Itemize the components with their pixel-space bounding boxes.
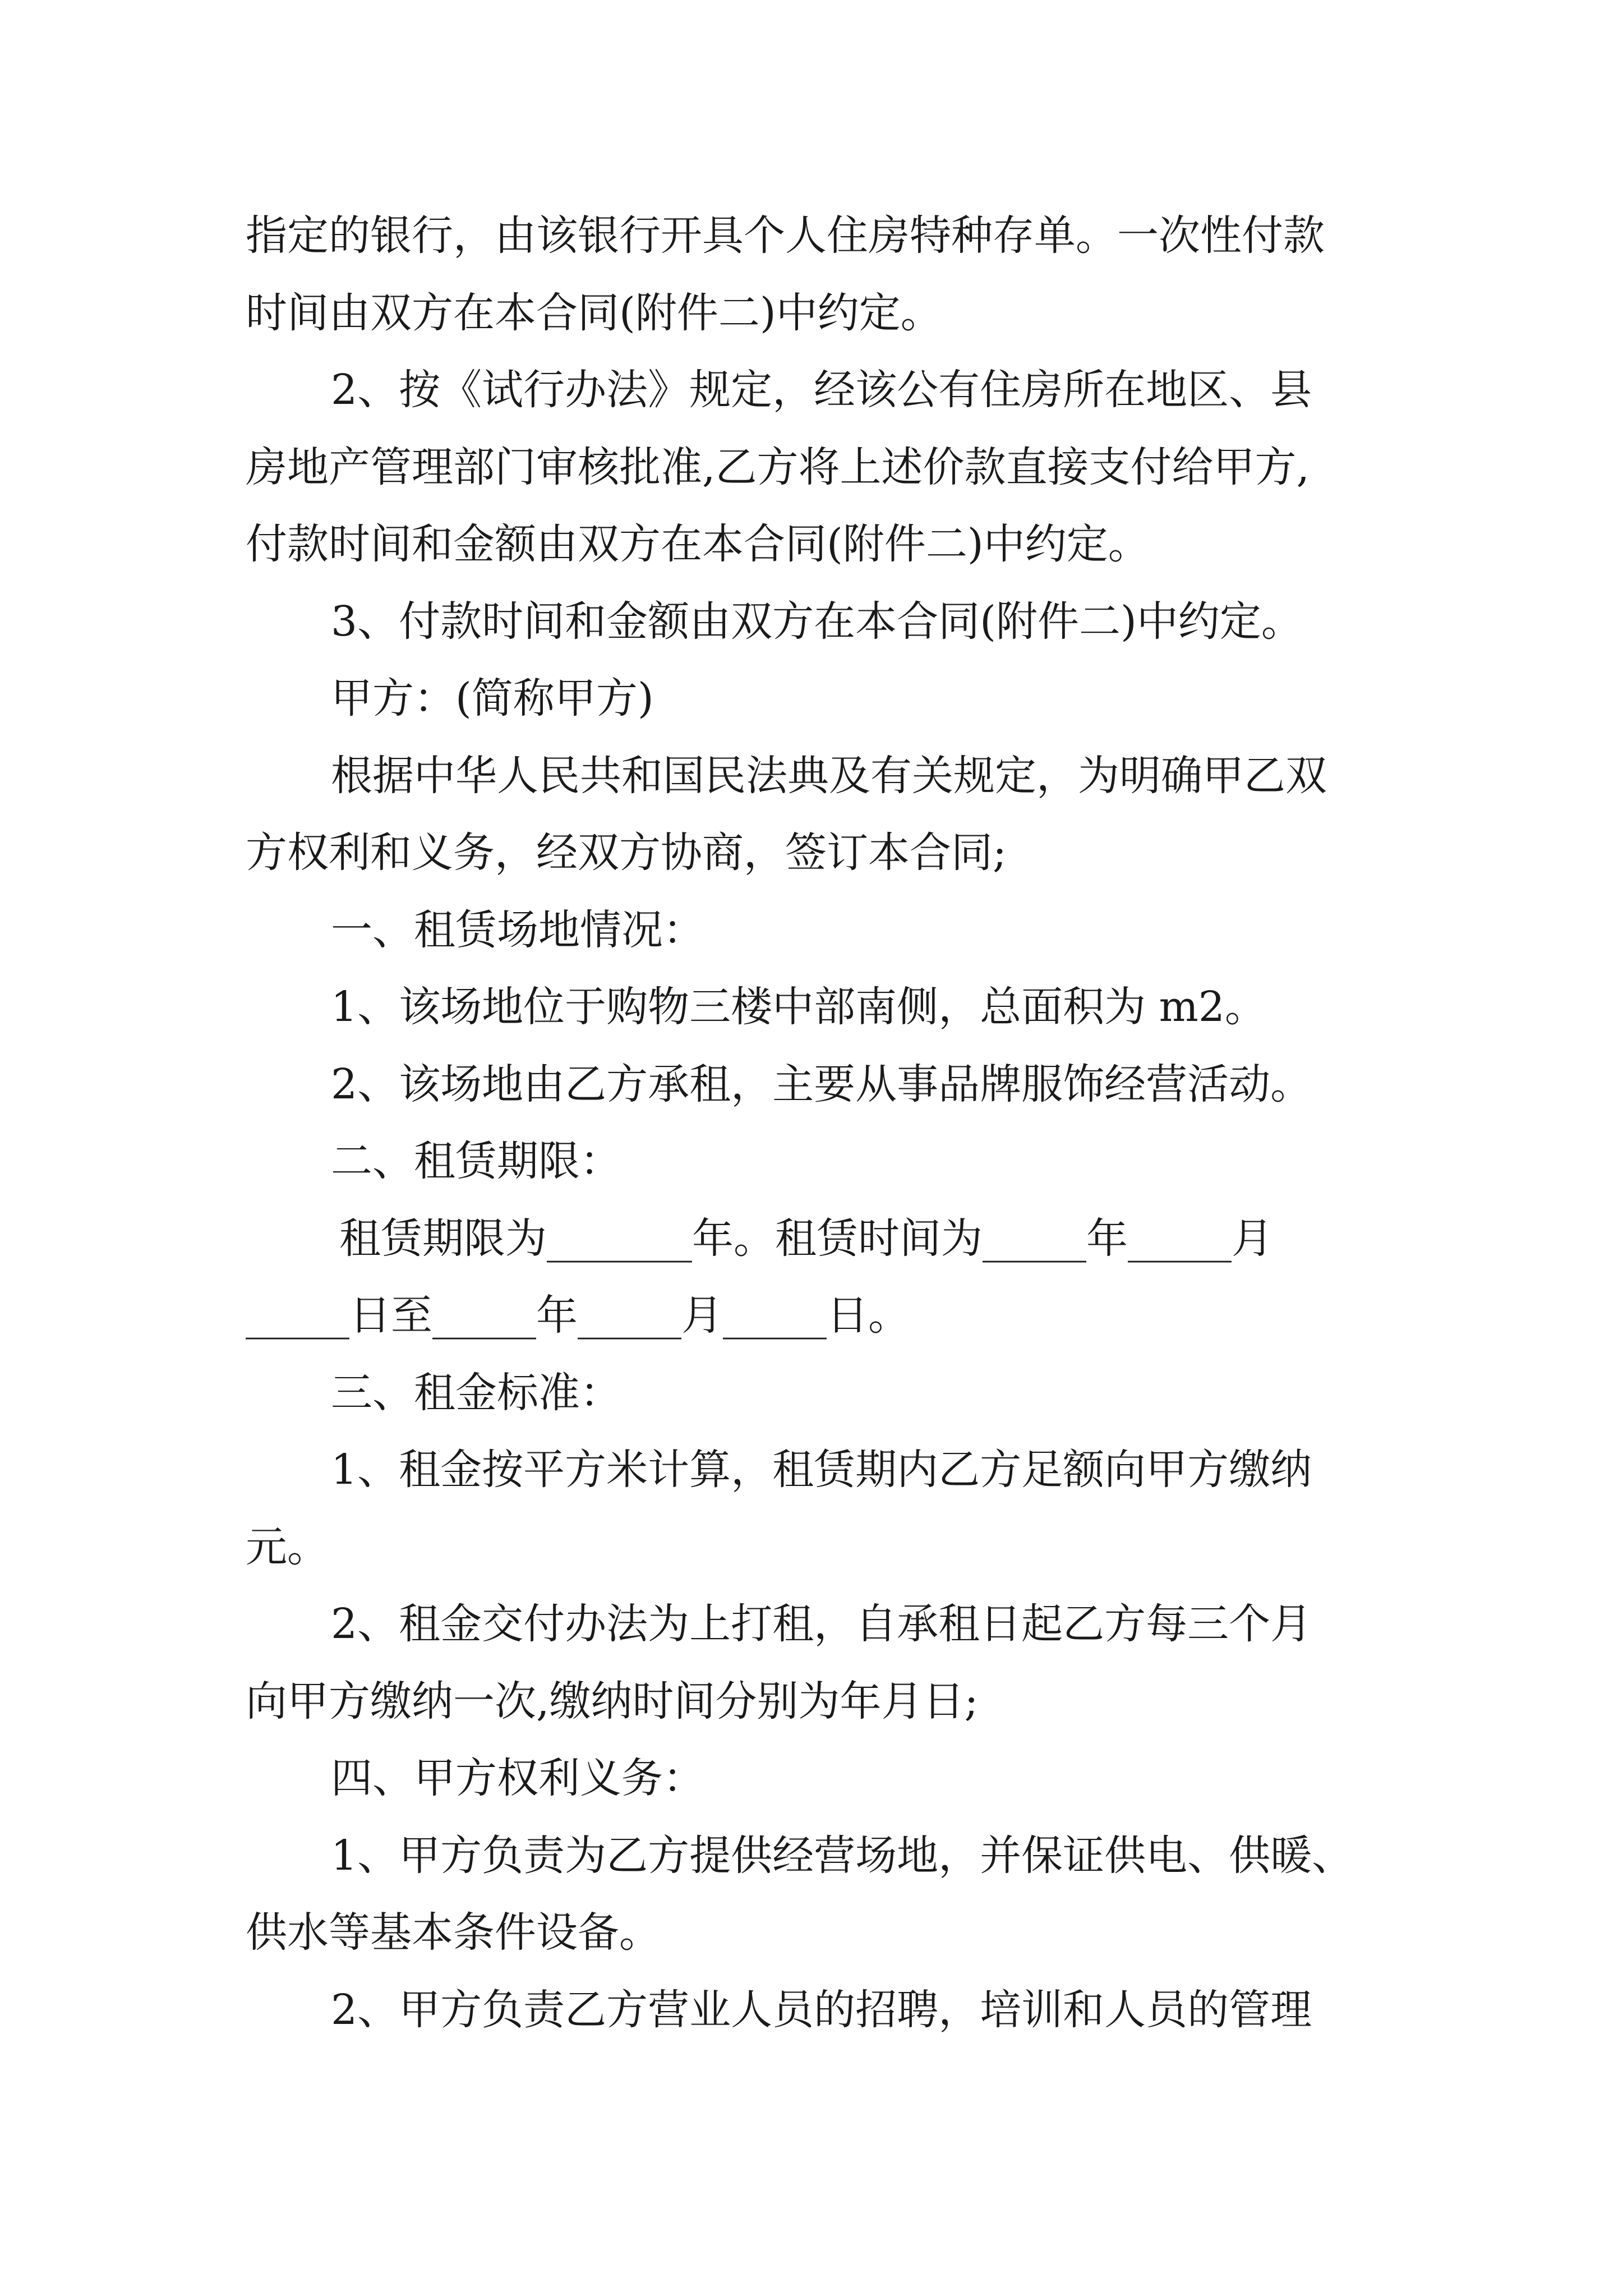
- text-line: 二、租赁期限：: [331, 1137, 621, 1185]
- text-line: 四、甲方权利义务：: [331, 1754, 704, 1802]
- text-line: 3、付款时间和金额由双方在本合同(附件二)中约定。: [331, 597, 1303, 646]
- text-line: 付款时间和金额由双方在本合同(附件二)中约定。: [246, 520, 1150, 568]
- text-line: 2、该场地由乙方承租，主要从事品牌服饰经营活动。: [331, 1060, 1312, 1108]
- text-line: 供水等基本条件设备。: [246, 1908, 661, 1957]
- text-line: _____日至_____年_____月_____日。: [246, 1291, 910, 1340]
- text-line: 房地产管理部门审核批准,乙方将上述价款直接支付给甲方,: [246, 443, 1310, 491]
- text-line: 2、租金交付办法为上打租，自承租日起乙方每三个月: [331, 1600, 1312, 1648]
- text-line: 指定的银行，由该银行开具个人住房特种存单。一次性付款: [246, 211, 1325, 260]
- text-line: 2、甲方负责乙方营业人员的招聘，培训和人员的管理: [331, 1986, 1312, 2034]
- text-line: 根据中华人民共和国民法典及有关规定，为明确甲乙双: [331, 752, 1327, 800]
- text-line: 三、租金标准：: [331, 1369, 621, 1417]
- text-line: 2、按《试行办法》规定，经该公有住房所在地区、县: [331, 366, 1312, 414]
- text-line: 向甲方缴纳一次,缴纳时间分别为年月日;: [246, 1677, 979, 1726]
- text-line: 甲方：(简称甲方): [331, 674, 654, 723]
- text-line: 一、租赁场地情况：: [331, 906, 704, 954]
- text-line: 元。: [246, 1523, 329, 1571]
- text-line: 租赁期限为_______年。租赁时间为_____年_____月: [339, 1214, 1273, 1263]
- text-line: 时间由双方在本合同(附件二)中约定。: [246, 289, 942, 337]
- text-line: 方权利和义务，经双方协商，签订本合同;: [246, 829, 1007, 877]
- text-line: 1、甲方负责为乙方提供经营场地，并保证供电、供暖、: [331, 1832, 1354, 1880]
- text-line: 1、租金按平方米计算，租赁期内乙方足额向甲方缴纳: [331, 1446, 1312, 1494]
- text-line: 1、该场地位于购物三楼中部南侧，总面积为 m2。: [331, 983, 1266, 1031]
